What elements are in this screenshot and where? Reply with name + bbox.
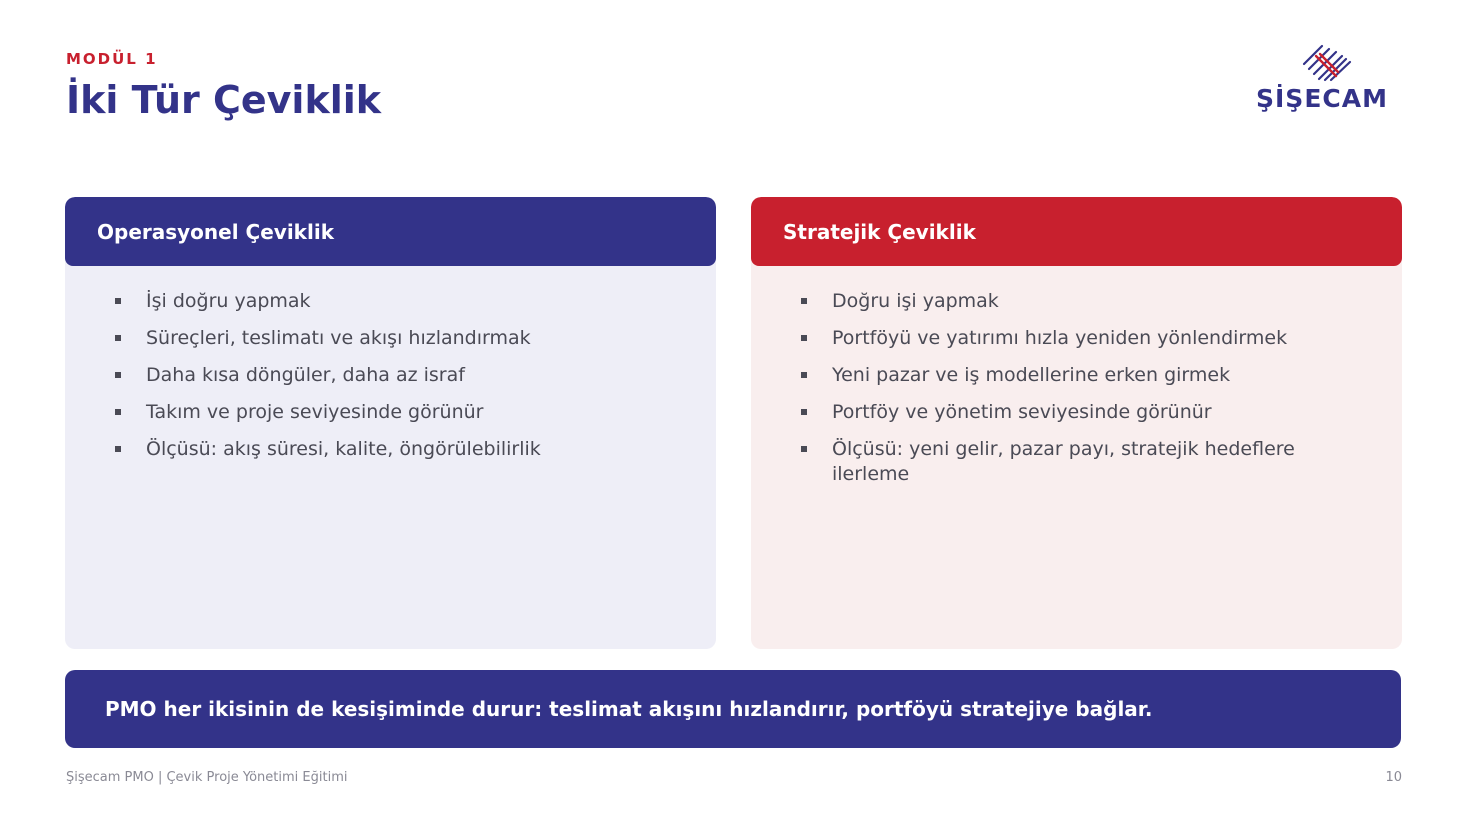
footer-text: Şişecam PMO | Çevik Proje Yönetimi Eğitimi (66, 770, 348, 785)
bullet-square-icon (115, 409, 121, 415)
list-item-text: Daha kısa döngüler, daha az israf (146, 364, 465, 386)
bullet-square-icon (115, 372, 121, 378)
bullet-square-icon (801, 335, 807, 341)
list-item (115, 363, 656, 388)
list-item (801, 326, 1342, 351)
bullet-list (65, 266, 716, 462)
list-item (115, 400, 656, 425)
list-item-text: Ölçüsü: yeni gelir, pazar payı, stratejik hedeflere ilerleme (832, 438, 1295, 485)
list-item (801, 400, 1342, 425)
bullet-square-icon (115, 446, 121, 452)
list-item (115, 437, 656, 462)
list-item-text: Doğru işi yapmak (832, 290, 999, 312)
list-item-text: İşi doğru yapmak (146, 290, 311, 312)
bullet-list (751, 266, 1402, 487)
list-item (801, 363, 1342, 388)
panel-header: Operasyonel Çeviklik (65, 197, 716, 266)
list-item-text: Portföy ve yönetim seviyesinde görünür (832, 401, 1212, 423)
logo-lines-icon (1256, 42, 1406, 84)
bullet-square-icon (801, 446, 807, 452)
list-item-text: Süreçleri, teslimatı ve akışı hızlandırmak (146, 327, 531, 349)
strategic-agility-panel (751, 197, 1402, 649)
bullet-square-icon (801, 298, 807, 304)
bullet-square-icon (801, 372, 807, 378)
list-item-text: Portföyü ve yatırımı hızla yeniden yönlendirmek (832, 327, 1288, 349)
bullet-square-icon (115, 335, 121, 341)
list-item (801, 437, 1342, 487)
list-item-text: Takım ve proje seviyesinde görünür (146, 401, 484, 423)
list-item (115, 326, 656, 351)
page-number: 10 (1385, 770, 1402, 785)
list-item (801, 289, 1342, 314)
banner-text: PMO her ikisinin de kesişiminde durur: teslimat akışını hızlandırır, portföyü stratejiye bağlar. (105, 697, 1153, 721)
summary-banner (65, 670, 1401, 748)
module-label: MODÜL 1 (66, 50, 158, 68)
bullet-square-icon (801, 409, 807, 415)
logo-text: ŞİŞECAM (1256, 84, 1388, 113)
list-item (115, 289, 656, 314)
panel-header: Stratejik Çeviklik (751, 197, 1402, 266)
operational-agility-panel (65, 197, 716, 649)
page-title: İki Tür Çeviklik (66, 78, 382, 122)
list-item-text: Yeni pazar ve iş modellerine erken girmek (832, 364, 1231, 386)
bullet-square-icon (115, 298, 121, 304)
list-item-text: Ölçüsü: akış süresi, kalite, öngörülebilirlik (146, 438, 541, 460)
sisecam-logo (1256, 42, 1406, 114)
